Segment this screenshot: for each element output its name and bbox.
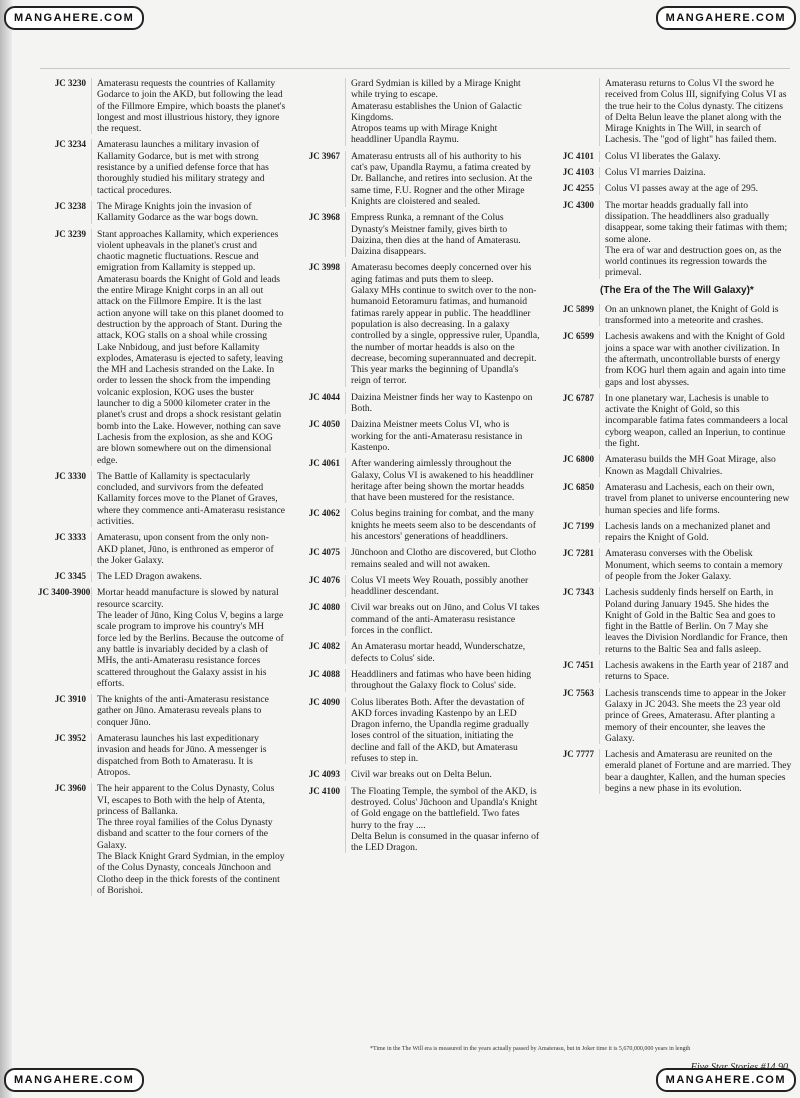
entry-text xyxy=(91,229,286,466)
entry-year: JC 4062 xyxy=(308,508,340,519)
entry-paragraph: Amaterasu establishes the Union of Galactic Kingdoms. xyxy=(351,100,522,123)
timeline-entry xyxy=(546,393,792,449)
header-rule xyxy=(40,68,790,69)
timeline-entry xyxy=(546,78,792,146)
footnote: *Time in the The Will era is measured in the years actually passed by Amaterasu, but in Joker time it is 5,670,000,000 years in length xyxy=(370,1046,691,1052)
entry-text xyxy=(345,458,540,503)
timeline-entry xyxy=(38,532,286,566)
entry-text xyxy=(345,697,540,765)
entry-text xyxy=(599,688,792,744)
entry-paragraph: Civil war breaks out on Delta Belun. xyxy=(351,769,492,781)
entry-year: JC 4044 xyxy=(308,391,340,402)
entry-year: JC 7343 xyxy=(562,587,594,598)
entry-paragraph: Atropos teams up with Mirage Knight headdliner Upandla Raymu. xyxy=(351,123,498,146)
timeline-entry xyxy=(546,167,792,178)
entry-paragraph: The knights of the anti-Amaterasu resistance gather on Jūno. Amaterasu reveals plans to conquer Jūno. xyxy=(97,694,269,728)
timeline-entry xyxy=(292,212,540,257)
timeline-entry xyxy=(292,78,540,146)
entry-paragraph: The Black Knight Grard Sydmian, in the employ of the Colus Dynasty, conceals Jūnchoon and Clotho deep in the thick forests of the continent of Borishoi. xyxy=(97,851,285,896)
entry-text xyxy=(91,783,286,896)
entry-text xyxy=(599,167,792,178)
timeline-entry xyxy=(292,262,540,386)
entry-year: JC 3238 xyxy=(54,200,86,211)
timeline-entry xyxy=(292,392,540,415)
page-binding-shadow xyxy=(0,0,12,1098)
watermark-bottom-right: MANGAHERE.COM xyxy=(656,1068,796,1092)
entry-text xyxy=(599,393,792,449)
entry-text xyxy=(599,183,792,194)
timeline-entry xyxy=(546,200,792,279)
timeline-entry xyxy=(38,733,286,778)
timeline-entry xyxy=(292,602,540,636)
entry-text xyxy=(91,587,286,689)
timeline-entry xyxy=(292,769,540,780)
entry-paragraph: Delta Belun is consumed in the quasar inferno of the LED Dragon. xyxy=(351,830,540,854)
timeline-entry xyxy=(546,482,792,516)
entry-year: JC 4075 xyxy=(308,547,340,558)
timeline-entry xyxy=(292,419,540,453)
timeline-entry xyxy=(38,471,286,527)
entry-paragraph: On an unknown planet, the Knight of Gold is transformed into a meteorite and crashes. xyxy=(605,303,779,327)
timeline-entry xyxy=(38,139,286,195)
section-heading: (The Era of the The Will Galaxy)* xyxy=(600,284,754,296)
timeline-entry xyxy=(292,547,540,570)
entry-year: JC 6800 xyxy=(562,454,594,465)
entry-text xyxy=(91,532,286,566)
entry-text xyxy=(91,471,286,527)
entry-paragraph: The heir apparent to the Colus Dynasty, Colus VI, escapes to Both with the help of Atenta, princess of Ballanka. xyxy=(97,783,275,817)
entry-paragraph: Mortar headd manufacture is slowed by natural resource scarcity. xyxy=(97,587,279,610)
entry-text xyxy=(599,482,792,516)
timeline-entry xyxy=(546,548,792,582)
entry-paragraph: Colus VI passes away at the age of 295. xyxy=(605,183,759,195)
entry-year: JC 7563 xyxy=(562,687,594,698)
timeline-entry xyxy=(38,201,286,224)
timeline-entry xyxy=(38,783,286,896)
timeline-entry xyxy=(546,688,792,744)
entry-year: JC 3952 xyxy=(54,733,86,744)
entry-paragraph: Amaterasu, upon consent from the only non-AKD planet, Jūno, is enthroned as emperor of the Joker Galaxy. xyxy=(97,532,274,566)
entry-paragraph: Headdliners and fatimas who have been hiding throughout the Galaxy flock to Colus' side. xyxy=(351,668,532,692)
entry-year: JC 7281 xyxy=(562,548,594,559)
entry-text xyxy=(599,521,792,544)
entry-paragraph: The leader of Jūno, King Colus V, begins a large scale program to improve his country's MH force led by the Berlins. Because the outcome of any battle is invariably decided by a clash of MHs, the anti-Amaterasu resistance forces scattered throughout the Galaxy assist in his efforts. xyxy=(97,610,284,689)
entry-year: JC 3910 xyxy=(54,694,86,705)
entry-text xyxy=(599,454,792,477)
timeline-column-3 xyxy=(546,78,792,799)
entry-text xyxy=(345,602,540,636)
entry-paragraph: Colus VI meets Wey Rouath, possibly another headdliner descendant. xyxy=(351,574,529,598)
entry-year xyxy=(546,78,599,146)
timeline-entry xyxy=(292,151,540,207)
entry-year: JC 6787 xyxy=(562,392,594,403)
entry-year: JC 4100 xyxy=(308,785,340,796)
entry-text xyxy=(345,151,540,207)
entry-paragraph: Lachesis awakens and with the Knight of Gold joins a space war with another civilization. In the aftermath, uncontrollable bursts of energy from KOG hurl them again and again into time gaps and lost abysses. xyxy=(605,331,786,388)
entry-text xyxy=(599,151,792,162)
entry-paragraph: Lachesis awakens in the Earth year of 2187 and returns to Space. xyxy=(605,660,789,683)
entry-year: JC 3400-3900 xyxy=(38,587,91,598)
entry-text xyxy=(599,548,792,582)
entry-year: JC 4300 xyxy=(562,199,594,210)
entry-paragraph: Colus liberates Both. After the devastation of AKD forces invading Kastenpo by an LED Dragon inferno, the Upandla regime gradually loses control of the situation, initiating the decline and fall of the AKD, but Amaterasu refuses to step in. xyxy=(351,696,529,765)
timeline-entry xyxy=(292,575,540,598)
entry-paragraph: This year marks the beginning of Upandla's reign of terror. xyxy=(351,364,519,387)
entry-text xyxy=(91,571,286,582)
entry-year: JC 3968 xyxy=(308,212,340,223)
entry-paragraph: Colus VI marries Daizina. xyxy=(605,167,706,179)
entry-year: JC 5899 xyxy=(562,303,594,314)
timeline-column-2 xyxy=(292,78,540,858)
entry-text xyxy=(345,392,540,415)
entry-text xyxy=(345,78,540,146)
entry-text xyxy=(91,733,286,778)
entry-paragraph: Daizina Meistner finds her way to Kastenpo on Both. xyxy=(351,391,533,415)
entry-paragraph: Civil war breaks out on Jūno, and Colus VI takes command of the anti-Amaterasu resistance forces in the conflict. xyxy=(351,602,540,637)
entry-paragraph: Lachesis lands on a mechanized planet and repairs the Knight of Gold. xyxy=(605,520,771,544)
entry-paragraph: Colus begins training for combat, and the many knights he meets seem also to be descendants of his ancestors' generations of headdliners. xyxy=(351,508,536,542)
entry-year: JC 7451 xyxy=(562,660,594,671)
entry-text xyxy=(599,78,792,146)
entry-text xyxy=(91,694,286,728)
entry-text xyxy=(345,575,540,598)
entry-year: JC 4093 xyxy=(308,769,340,780)
entry-year: JC 3960 xyxy=(54,783,86,794)
entry-year: JC 4088 xyxy=(308,668,340,679)
entry-year: JC 3345 xyxy=(54,571,86,582)
entry-year: JC 4090 xyxy=(308,696,340,707)
entry-year: JC 4050 xyxy=(308,419,340,430)
entry-year: JC 4082 xyxy=(308,641,340,652)
entry-paragraph: After wandering aimlessly throughout the Galaxy, Colus VI is awakened to his headdliner heritage after being shown the mortar headds that have been mustered for the resistance. xyxy=(351,458,534,504)
entry-year: JC 4061 xyxy=(308,458,340,469)
entry-paragraph: Daizina Meistner meets Colus VI, who is working for the anti-Amaterasu resistance in Kastenpo. xyxy=(351,419,523,453)
entry-year: JC 7199 xyxy=(562,520,594,531)
entry-text xyxy=(345,419,540,453)
entry-paragraph: Amaterasu entrusts all of his authority to his cat's paw, Upandla Raymu, a fatima created by Dr. Ballanche, and retires into seclusion. At the same time, F.U. Rogner and the other Mirage Knights are cloistered and sealed. xyxy=(351,150,533,207)
entry-text xyxy=(345,262,540,386)
timeline-entry xyxy=(292,641,540,664)
timeline-entry xyxy=(546,660,792,683)
timeline-column-1 xyxy=(38,78,286,901)
watermark-top-left: MANGAHERE.COM xyxy=(4,6,144,30)
entry-paragraph: Colus VI liberates the Galaxy. xyxy=(605,150,721,162)
watermark-top-right: MANGAHERE.COM xyxy=(656,6,796,30)
entry-paragraph: Empress Runka, a remnant of the Colus Dynasty's Meistner family, gives birth to Daizina, then dies at the hand of Amaterasu. Daizina disappears. xyxy=(351,212,521,258)
timeline-entry xyxy=(546,304,792,327)
entry-text xyxy=(91,78,286,134)
timeline-entry xyxy=(292,669,540,692)
entry-year: JC 6850 xyxy=(562,481,594,492)
entry-paragraph: The Mirage Knights join the invasion of Kallamity Godarce as the war bogs down. xyxy=(97,200,259,224)
entry-paragraph: The Floating Temple, the symbol of the AKD, is destroyed. Colus' Jūchoon and Upandla's Knight of Gold engage on the battlefield. Two fates hurry to the fray .... xyxy=(351,785,538,831)
entry-year: JC 4080 xyxy=(308,602,340,613)
entry-paragraph: Amaterasu converses with the Obelisk Monument, which seems to contain a memory of people from the Joker Galaxy. xyxy=(605,548,783,582)
entry-paragraph: Galaxy MHs continue to switch over to the non-humanoid Eetoramuru fatimas, and humanoid fatimas rarely appear in public. The headdliner population is also decreasing. In a galaxy controlled by a single, oppressive ruler, Upandla, the number of mortar headds is also on the decrease, becoming superannuated and decrepit. xyxy=(351,285,540,364)
timeline-entry xyxy=(546,587,792,655)
timeline-entry xyxy=(38,694,286,728)
entry-year: JC 3230 xyxy=(54,78,86,88)
timeline-entry xyxy=(546,454,792,477)
entry-year: JC 7777 xyxy=(562,749,594,760)
entry-paragraph: The mortar headds gradually fall into dissipation. The headdliners also gradually disappear, some taking their fatimas with them; some alone. xyxy=(605,199,788,245)
entry-year: JC 4076 xyxy=(308,574,340,585)
entry-paragraph: Amaterasu returns to Colus VI the sword he received from Colus III, signifying Colus VI as the true heir to the Colus dynasty. The citizens of Delta Belun leave the planet along with the Mirage Knights in The Will, in search of Lachesis. The "god of light" has failed them. xyxy=(605,78,787,146)
entry-text xyxy=(599,749,792,794)
entry-text xyxy=(345,212,540,257)
page-label: Five Star Stories #14 90 xyxy=(690,1062,788,1073)
timeline-entry xyxy=(546,749,792,794)
entry-paragraph: The era of war and destruction goes on, as the world continues its regression towards the primeval. xyxy=(605,244,782,279)
timeline-entry xyxy=(546,521,792,544)
entry-paragraph: Lachesis transcends time to appear in the Joker Galaxy in JC 2043. She meets the 23 year old prince of Grees, Amaterasu. After planting a memory of their encounter, she leaves the Galaxy. xyxy=(605,687,786,744)
timeline-entry xyxy=(292,458,540,503)
timeline-entry xyxy=(38,229,286,466)
timeline-entry xyxy=(292,786,540,854)
timeline-entry xyxy=(546,183,792,194)
timeline-entry xyxy=(292,508,540,542)
entry-year: JC 3998 xyxy=(308,262,340,273)
entry-text xyxy=(345,547,540,570)
timeline-entry xyxy=(292,697,540,765)
entry-paragraph: Amaterasu builds the MH Goat Mirage, also Known as Magdall Chivalries. xyxy=(605,454,776,477)
entry-text xyxy=(345,641,540,664)
entry-text xyxy=(599,304,792,327)
entry-year xyxy=(292,78,345,146)
entry-text xyxy=(599,587,792,655)
entry-text xyxy=(91,201,286,224)
entry-paragraph: Amaterasu becomes deeply concerned over his aging fatimas and puts them to sleep. xyxy=(351,262,532,285)
entry-paragraph: In one planetary war, Lachesis is unable to activate the Knight of Gold, so this incomparable fatima fates commandeers a local cyborg weapon, called an Inperiun, to continue the fight. xyxy=(605,392,788,450)
entry-text xyxy=(599,200,792,279)
entry-paragraph: Amaterasu launches his last expeditionary invasion and heads for Jūno. A messenger is dispatched from Both to Amaterasu. It is Atropos. xyxy=(97,733,267,778)
entry-paragraph: Amaterasu and Lachesis, each on their own, travel from planet to universe encountering new human species and life forms. xyxy=(605,481,790,516)
entry-year: JC 3330 xyxy=(54,470,86,481)
entry-paragraph: Amaterasu launches a military invasion of Kallamity Godarce, but is met with strong resistance by a unified defense force that has thoroughly studied his military strategy and tactical procedures. xyxy=(97,139,269,196)
entry-paragraph: The Battle of Kallamity is spectacularly concluded, and survivors from the defeated Kallamity forces move to the Planet of Graves, where they commence anti-Amaterasu resistance activities. xyxy=(97,470,286,527)
entry-paragraph: Grard Sydmian is killed by a Mirage Knight while trying to escape. xyxy=(351,78,521,101)
entry-year: JC 4101 xyxy=(562,150,594,161)
entry-paragraph: Amaterasu requests the countries of Kallamity Godarce to join the AKD, but following the lead of the Fillmore Empire, which boasts the planet's longest and most illustrious history, they ignore the request. xyxy=(97,78,286,135)
entry-paragraph: An Amaterasu mortar headd, Wunderschatze, defects to Colus' side. xyxy=(351,641,526,664)
watermark-bottom-left: MANGAHERE.COM xyxy=(4,1068,144,1092)
entry-paragraph: Jūnchoon and Clotho are discovered, but Clotho remains sealed and will not awaken. xyxy=(351,547,537,570)
entry-year: JC 3967 xyxy=(308,150,340,161)
entry-text xyxy=(345,769,540,780)
timeline-entry xyxy=(546,151,792,162)
entry-paragraph: The three royal families of the Colus Dynasty disband and scatter to the four corners of the Galaxy. xyxy=(97,817,273,851)
timeline-entry xyxy=(546,331,792,387)
entry-paragraph: Lachesis suddenly finds herself on Earth, in Poland during January 1945. She hides the Knight of Gold in the Baltic Sea and goes to fight in the Battle of Berlin. On 7 May she leaves the Division Nordlandic for France, then returns to the Baltic Sea and falls asleep. xyxy=(605,587,788,655)
entry-year: JC 4255 xyxy=(562,183,594,194)
entry-year: JC 3333 xyxy=(54,532,86,543)
timeline-entry xyxy=(38,571,286,582)
entry-text xyxy=(91,139,286,195)
timeline-entry xyxy=(38,78,286,134)
entry-paragraph: Stant approaches Kallamity, which experiences violent upheavals in the planet's crust and chaotic magnetic fluctuations. Rescue and emigration from Kallamity is stepped up. Amaterasu boards the Knight of Gold and leads the entire Mirage Knight corps in an all out attack on the Fillmore Empire. It is the last action anyone will take on this planet doomed to destruction by the approach of Stant. During the attack, KOG stalls on a shoal while crossing Lake Nnbidoug, and just before Kallamity explodes, Amaterasu is ejected to safety, leaving the MH and Lachesis stranded on the Lake. In order to lessen the shock from the impending volcanic explosion, KOG uses the buster launcher to dig a 5000 kilometer crater in the planet's crust and drops a shock resistant gelatin bomb into the Lake. However, nothing can save Lachesis from the explosion, as she and KOG are blown somewhere out on the dimensional edge. xyxy=(97,228,284,466)
entry-text xyxy=(599,331,792,387)
entry-year: JC 3234 xyxy=(54,139,86,150)
entry-text xyxy=(345,786,540,854)
entry-paragraph: Lachesis and Amaterasu are reunited on the emerald planet of Fortune and are married. They bear a daughter, Kallen, and the human species begins a new phase in its evolution. xyxy=(605,749,792,795)
entry-text xyxy=(345,669,540,692)
entry-text xyxy=(345,508,540,542)
entry-year: JC 6599 xyxy=(562,331,594,342)
timeline-entry xyxy=(38,587,286,689)
entry-year: JC 3239 xyxy=(54,228,86,239)
entry-paragraph: The LED Dragon awakens. xyxy=(97,571,202,583)
entry-year: JC 4103 xyxy=(562,167,594,178)
entry-text xyxy=(599,660,792,683)
